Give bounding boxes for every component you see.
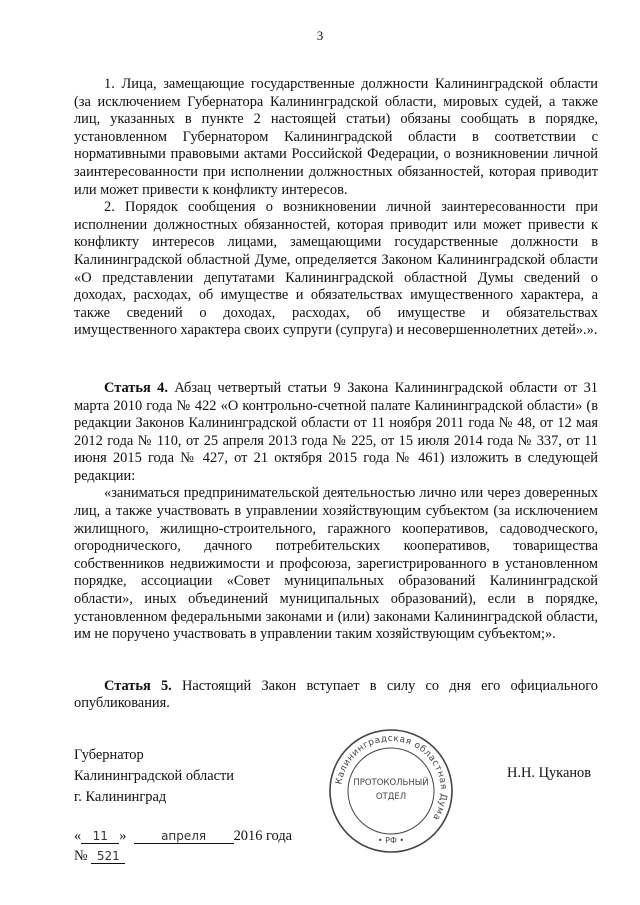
- signature-block: [74, 745, 234, 808]
- law-number-value: 521: [91, 849, 125, 864]
- article-4: [74, 380, 598, 486]
- signer-title-line2: Калининградской области: [74, 768, 234, 784]
- stamp-center-line2: ОТДЕЛ: [375, 792, 407, 802]
- law-number: [74, 848, 125, 865]
- official-stamp: [327, 727, 455, 855]
- stamp-bottom-text: • РФ •: [377, 836, 405, 845]
- paragraph-1: 1. Лица, замещающие государственные должности Калининградской области (за исключением Губернатора Калининградской области, мировых судей, а также лиц, указанных в пункте 2 настоящей статьи) обязаны сообщать в порядке, установленном Губернатором Калининградской области в соответствии с нормативными правовыми актами Российской Федерации, о возникновении личной заинтересованности при исполнении должностных обязанностей, которая приводит или может привести к конфликту интересов.: [74, 76, 598, 198]
- article-5-label: Статья 5.: [104, 677, 172, 694]
- date-year: 2016 года: [233, 828, 293, 844]
- signing-place: г. Калининград: [74, 789, 167, 805]
- paragraph-2: 2. Порядок сообщения о возникновении личной заинтересованности при исполнении должностных обязанностей, которая приводит или может привести к конфликту интересов лицами, замещающими государственные должности в Калининградской областной Думе, определяется Законом Калининградской области «О представлении депутатами Калининградской областной Думы сведений о доходах, расходах, об имуществе и обязательствах имущественного характера, а также сведений о доходах, расходах, об имуществе и обязательствах имущественного характера своих супруги (супруга) и несовершеннолетних детей».».: [74, 199, 598, 339]
- date-month: апреля: [134, 829, 234, 844]
- date-close-quote: »: [119, 828, 127, 844]
- stamp-ring-text: Калининградская областная Дума: [334, 733, 449, 822]
- article-4-label: Статья 4.: [104, 379, 168, 396]
- article-4-quote: «заниматься предпринимательской деятельностью лично или через доверенных лиц, а также участвовать в управлении хозяйствующим субъектом (за исключением жилищного, жилищно-строительного, гаражного кооперативов, садоводческого, огороднического, дачного потребительских кооперативов, товарищества собственников недвижимости и профсоюза, зарегистрированного в установленном порядке, ассоциации «Совет муниципальных образований Калининградской области», иных объединений муниципальных образований), если в порядке, установленном федеральными законами и (или) законами Калининградской области, им не поручено участвовать в управлении таким хозяйствующим субъектом;».: [74, 485, 598, 643]
- signer-name: Н.Н. Цуканов: [507, 765, 592, 781]
- signer-title-line1: Губернатор: [74, 747, 144, 763]
- article-5: [74, 678, 598, 713]
- document-body: [74, 76, 598, 713]
- signing-date: [74, 828, 292, 845]
- article-4-text: Абзац четвертый статьи 9 Закона Калининградской области от 31 марта 2010 года № 422 «О контрольно-счетной палате Калининградской области» (в редакции Законов Калининградской области от 11 ноября 2011 года № 48, от 12 мая 2012 года № 110, от 25 апреля 2013 года № 225, от 15 июля 2014 года № 337, от 11 июня 2015 года № 427, от 21 октября 2015 года № 461) изложить в следующей редакции:: [74, 379, 598, 484]
- date-open-quote: «: [74, 828, 82, 844]
- stamp-center-line1: ПРОТОКОЛЬНЫЙ: [353, 778, 429, 788]
- page-number: 3: [316, 28, 324, 43]
- date-day: 11: [81, 829, 119, 844]
- law-number-label: №: [74, 848, 88, 864]
- article-5-text: Настоящий Закон вступает в силу со дня его официального опубликования.: [74, 677, 599, 712]
